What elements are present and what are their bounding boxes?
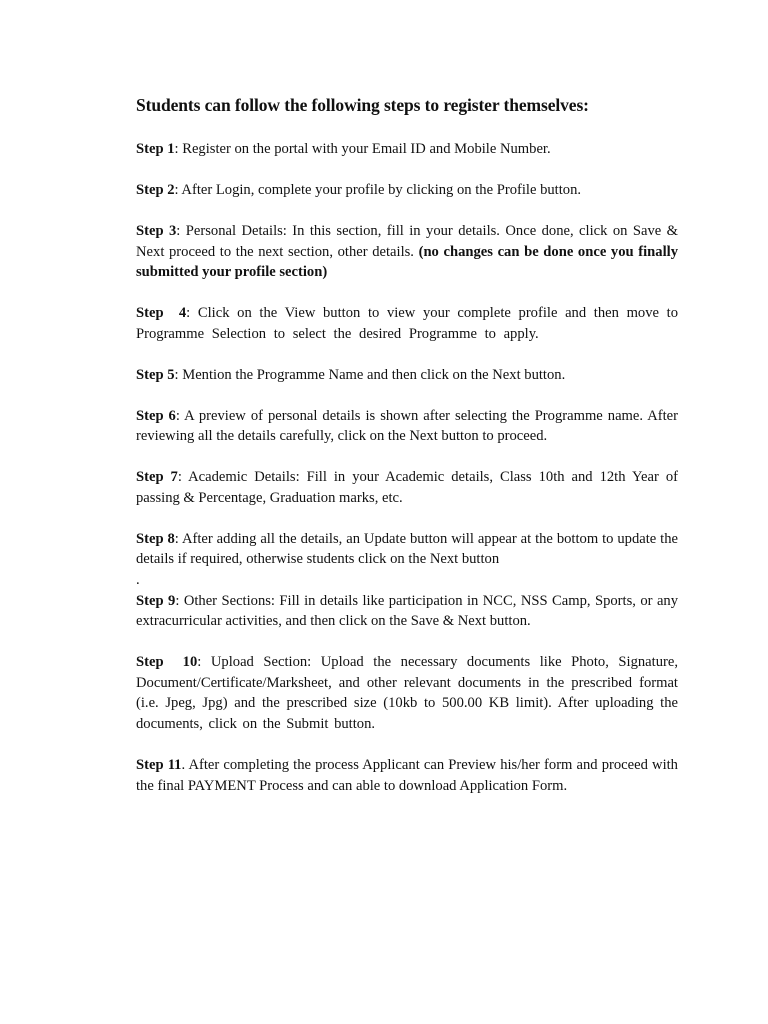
- step-label: Step 11: [136, 756, 182, 773]
- step-label: Step 8: [136, 530, 175, 547]
- step-separator: :: [174, 141, 183, 157]
- step-text: Click on the View button to view your complete profile and then move to Programme Selection to select the desired Programme to apply.: [136, 305, 678, 342]
- step-text: After adding all the details, an Update button will appear at the bottom to update the details if required, otherwise students click on the Next button: [136, 530, 678, 568]
- step-11: [136, 755, 678, 796]
- step-8: [136, 529, 678, 570]
- step-label: Step 7: [136, 469, 178, 486]
- step-label: Step 5: [136, 366, 175, 383]
- document-heading: Students can follow the following steps to register themselves:: [136, 95, 589, 115]
- step-1: [136, 139, 678, 160]
- step-7: [136, 467, 678, 508]
- step-label: Step 1: [136, 141, 175, 157]
- step-text: Register on the portal with your Email ID and Mobile Number.: [182, 141, 551, 157]
- step-separator: :: [197, 654, 211, 671]
- step-9: [136, 591, 678, 632]
- step-5: [136, 365, 678, 386]
- step-label: Step 9: [136, 592, 176, 609]
- step-separator: :: [174, 530, 182, 547]
- step-text: Upload Section: Upload the necessary documents like Photo, Signature, Document/Certificate/Marksheet, and other relevant documents in the prescribed format (i.e. Jpeg, Jpg) and the prescribed size (10kb to 500.00 KB limit). After uploading the documents, click on the Submit button.: [136, 654, 678, 732]
- step-3: [136, 221, 678, 283]
- step-text: After completing the process Applicant can Preview his/her form and proceed with the final PAYMENT Process and can able to download Application Form.: [136, 756, 678, 794]
- step-separator: :: [186, 305, 198, 322]
- step-separator: :: [175, 407, 185, 424]
- step-note: (no changes can be done once you finally submitted your profile section): [136, 243, 678, 281]
- step-text: Personal Details: In this section, fill in your details. Once done, click on Save & Next proceed to the next section, other details.: [136, 222, 678, 260]
- step-label: Step 10: [136, 654, 198, 671]
- stray-period: .: [136, 572, 140, 589]
- step-separator: :: [176, 222, 186, 239]
- step-text: Academic Details: Fill in your Academic details, Class 10th and 12th Year of passing & Percentage, Graduation marks, etc.: [136, 469, 679, 506]
- step-separator: .: [181, 756, 189, 773]
- step-separator: :: [175, 592, 184, 609]
- step-10: [136, 652, 678, 734]
- step-separator: :: [174, 366, 183, 383]
- step-separator: :: [174, 181, 182, 198]
- step-text: Mention the Programme Name and then click on the Next button.: [182, 366, 566, 383]
- step-2: [136, 180, 678, 201]
- step-label: Step 2: [136, 181, 175, 198]
- step-separator: :: [177, 469, 189, 486]
- step-text: After Login, complete your profile by clicking on the Profile button.: [181, 181, 582, 198]
- step-4: [136, 303, 678, 344]
- step-text: Other Sections: Fill in details like participation in NCC, NSS Camp, Sports, or any extracurricular activities, and then click on the Save & Next button.: [136, 592, 679, 630]
- step-label: Step 6: [136, 407, 176, 424]
- document-page: [136, 93, 678, 817]
- step-6: [136, 406, 678, 447]
- step-text: A preview of personal details is shown after selecting the Programme name. After reviewing all the details carefully, click on the Next button to proceed.: [136, 407, 678, 445]
- step-label: Step 3: [136, 222, 177, 239]
- step-label: Step 4: [136, 305, 187, 322]
